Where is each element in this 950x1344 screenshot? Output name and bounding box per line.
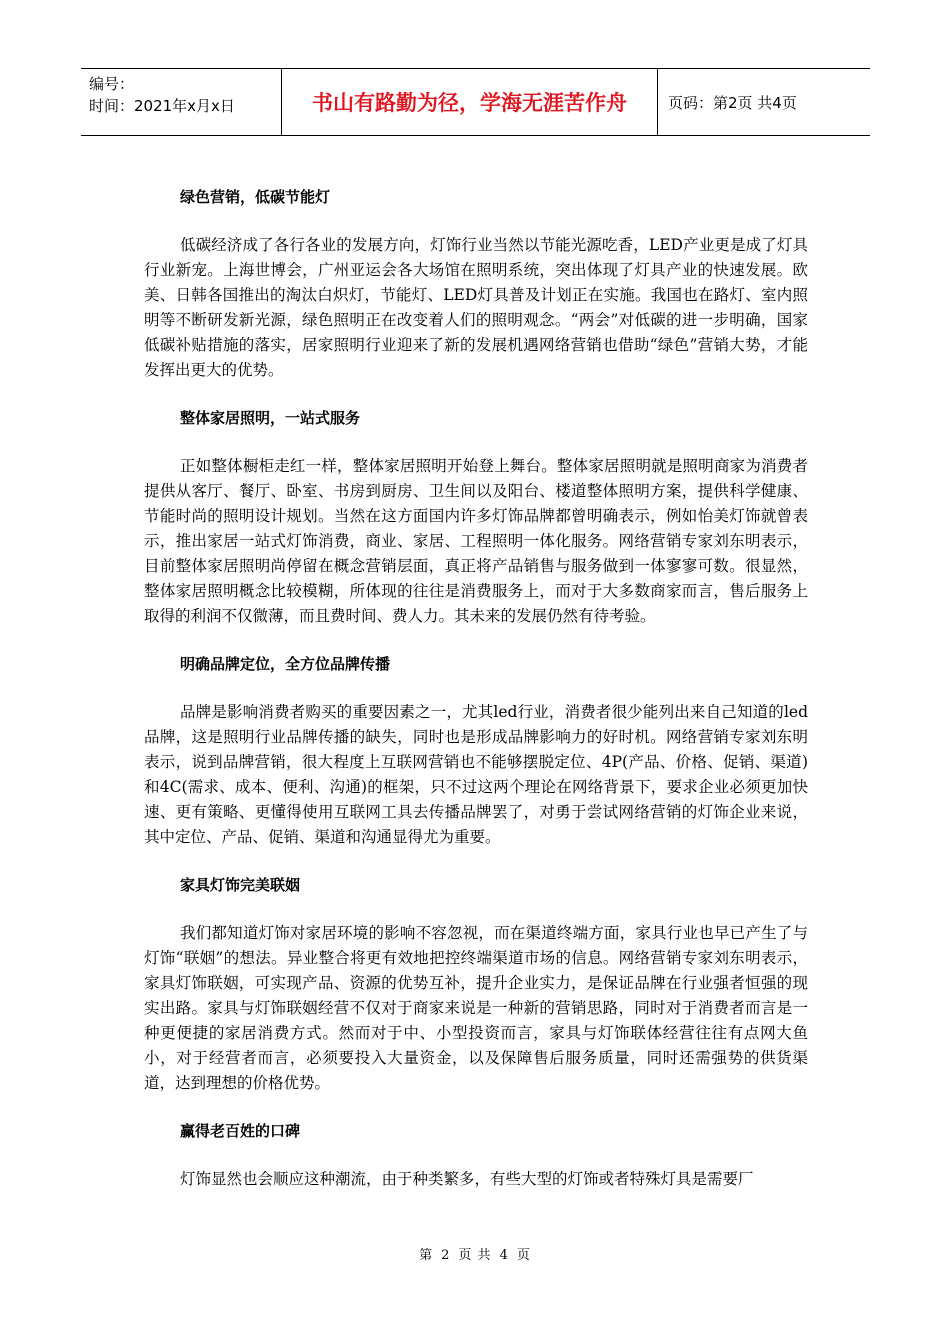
- footer-suffix: 页: [516, 1248, 531, 1263]
- section-title: 整体家居照明，一站式服务: [180, 409, 361, 427]
- header-meta: [81, 69, 282, 135]
- document-number-label: 编号：: [89, 75, 135, 93]
- section-paragraph: 我们都知道灯饰对家居环境的影响不容忽视，而在渠道终端方面，家具行业也早已产生了与灯饰“联姻”的想法。异业整合将更有效地把控终端渠道市场的信息。网络营销专家刘东明表示，家具灯饰联姻，可实现产品、资源的优势互补，提升企业实力，是保证品牌在行业强者恒强的现实出路。家具与灯饰联姻经营不仅对于商家来说是一种新的营销思路，同时对于消费者而言是一种更便捷的家居消费方式。然而对于中、小型投资而言，家具与灯饰联体经营往往有点网大鱼小，对于经营者而言，必须要投入大量资金，以及保障售后服务质量，同时还需强势的供货渠道，达到理想的价格优势。: [144, 924, 808, 1092]
- section-paragraph: 正如整体橱柜走红一样，整体家居照明开始登上舞台。整体家居照明就是照明商家为消费者提供从客厅、餐厅、卧室、书房到厨房、卫生间以及阳台、楼道整体照明方案，提供科学健康、节能时尚的照明设计规划。当然在这方面国内许多灯饰品牌都曾明确表示，例如怡美灯饰就曾表示，推出家居一站式灯饰消费，商业、家居、工程照明一体化服务。网络营销专家刘东明表示，目前整体家居照明尚停留在概念营销层面，真正将产品销售与服务做到一体寥寥可数。很显然，整体家居照明概念比较模糊，所体现的往往是消费服务上，而对于大多数商家而言，售后服务上取得的利润不仅微薄，而且费时间、费人力。其未来的发展仍然有待考验。: [144, 457, 808, 625]
- footer-prefix: 第: [419, 1248, 434, 1263]
- footer-total-pages: 4: [499, 1248, 509, 1263]
- section-paragraph: 品牌是影响消费者购买的重要因素之一，尤其led行业，消费者很少能列出来自己知道的led品牌，这是照明行业品牌传播的缺失，同时也是形成品牌影响力的好时机。网络营销专家刘东明表示，说到品牌营销，很大程度上互联网营销也不能够摆脱定位、4P(产品、价格、促销、渠道)和4C(需求、成本、便利、沟通)的框架，只不过这两个理论在网络背景下，要求企业必须更加快速、更有策略、更懂得使用互联网工具去传播品牌罢了，对勇于尝试网络营销的灯饰企业来说，其中定位、产品、促销、渠道和沟通显得尤为重要。: [144, 703, 808, 846]
- header-page-label: 页码：第2页 共4页: [668, 93, 797, 112]
- section-paragraph: 低碳经济成了各行各业的发展方向，灯饰行业当然以节能光源吃香，LED产业更是成了灯具行业新宠。上海世博会，广州亚运会各大场馆在照明系统，突出体现了灯具产业的快速发展。欧美、日韩各国推出的淘汰白炽灯，节能灯、LED灯具普及计划正在实施。我国也在路灯、室内照明等不断研发新光源，绿色照明正在改变着人们的照明观念。“两会”对低碳的进一步明确，国家低碳补贴措施的落实，居家照明行业迎来了新的发展机遇网络营销也借助“绿色”营销大势，才能发挥出更大的优势。: [144, 236, 808, 379]
- document-date-label: 时间：2021年x月x日: [89, 97, 235, 115]
- section-paragraph: 灯饰显然也会顺应这种潮流，由于种类繁多，有些大型的灯饰或者特殊灯具是需要厂: [180, 1170, 754, 1188]
- footer-mid: 页 共: [458, 1248, 492, 1263]
- section-title: 家具灯饰完美联姻: [180, 876, 301, 894]
- page-footer: [0, 1244, 950, 1263]
- section-title: 绿色营销，低碳节能灯: [180, 188, 331, 206]
- footer-page-number: 2: [441, 1248, 451, 1263]
- section-title: 赢得老百姓的口碑: [180, 1122, 301, 1140]
- section-title: 明确品牌定位，全方位品牌传播: [180, 655, 391, 673]
- document-header: [81, 68, 870, 136]
- document-body: [144, 183, 808, 1192]
- header-motto: 书山有路勤为径，学海无涯苦作舟: [282, 69, 658, 135]
